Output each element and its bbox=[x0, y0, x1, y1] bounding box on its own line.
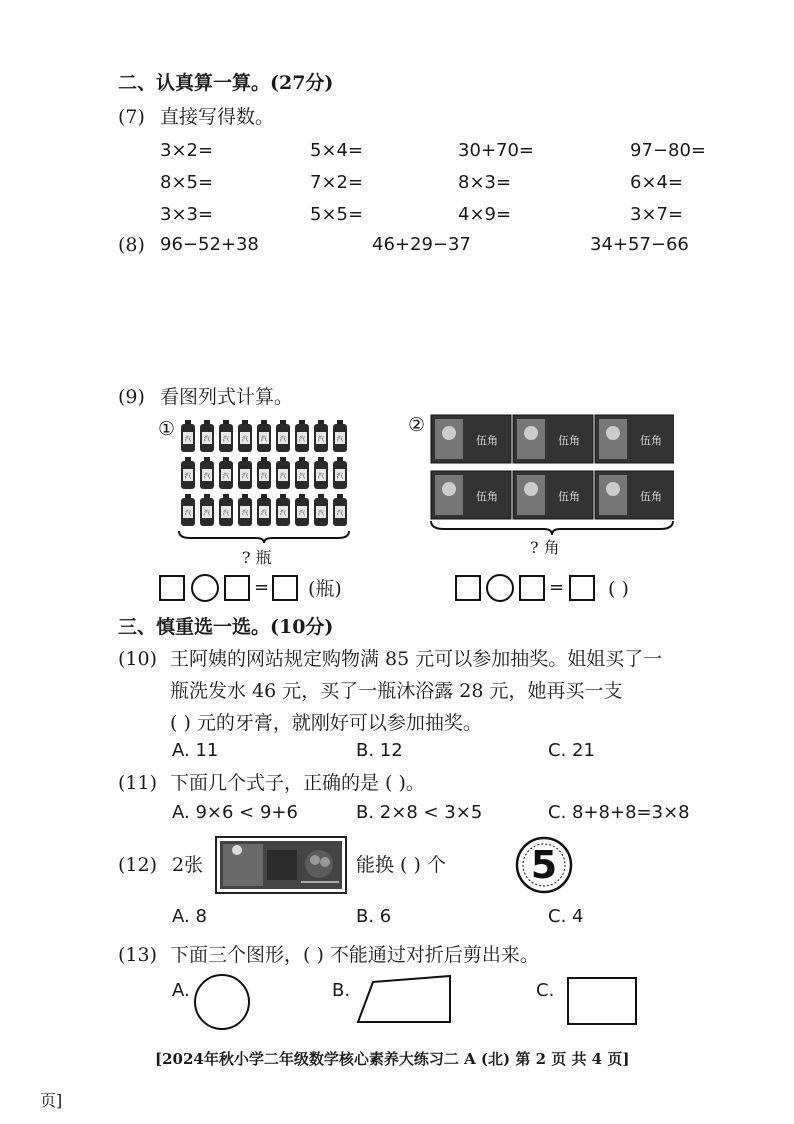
unit-blank: ( ) bbox=[608, 578, 629, 600]
bottle-icon bbox=[200, 457, 214, 489]
q11-option-b[interactable]: B. 2×8 < 3×5 bbox=[356, 802, 483, 823]
unit-bottles: (瓶) bbox=[308, 578, 342, 600]
banknotes-picture bbox=[430, 414, 674, 520]
q10-line-1: 王阿姨的网站规定购物满 85 元可以参加抽奖。姐姐买了一 bbox=[170, 648, 663, 670]
svg-text:汽: 汽 bbox=[317, 436, 325, 443]
svg-text:汽: 汽 bbox=[241, 510, 249, 517]
q13-option-a[interactable]: A. bbox=[172, 980, 190, 1001]
svg-text:汽: 汽 bbox=[222, 510, 230, 517]
answer-box[interactable] bbox=[455, 575, 481, 601]
bottle-icon bbox=[276, 494, 290, 526]
q10-line-2: 瓶洗发水 46 元，买了一瓶沐浴露 28 元，她再买一支 bbox=[170, 680, 623, 702]
trapezoid-shape bbox=[355, 974, 455, 1026]
q11-text: 下面几个式子，正确的是 ( )。 bbox=[170, 772, 425, 794]
q10-line-3: ( ) 元的牙膏，就刚好可以参加抽奖。 bbox=[170, 712, 482, 734]
q8-item-1: 96−52+38 bbox=[160, 234, 259, 255]
svg-text:汽: 汽 bbox=[203, 510, 211, 517]
q7-item: 8×5= bbox=[160, 172, 214, 193]
bottle-icon bbox=[257, 494, 271, 526]
answer-box[interactable] bbox=[519, 575, 545, 601]
q7-label: (7) bbox=[118, 106, 145, 128]
q10-option-c[interactable]: C. 21 bbox=[548, 740, 595, 761]
bottle-icon bbox=[238, 494, 252, 526]
bottle-icon bbox=[200, 494, 214, 526]
svg-text:汽: 汽 bbox=[260, 473, 268, 480]
q9-text: 看图列式计算。 bbox=[160, 386, 294, 408]
q12-prefix: 2张 bbox=[172, 854, 204, 876]
svg-text:汽: 汽 bbox=[317, 510, 325, 517]
bottle-icon bbox=[333, 420, 347, 452]
picture-2-marker: ② bbox=[408, 414, 426, 436]
bottle-icon bbox=[219, 494, 233, 526]
svg-text:汽: 汽 bbox=[184, 436, 192, 443]
banknote-icon bbox=[595, 471, 674, 519]
picture-2-caption: ? 角 bbox=[530, 538, 560, 557]
q7-item: 5×4= bbox=[310, 140, 364, 161]
bottle-icon bbox=[238, 420, 252, 452]
bottle-icon bbox=[181, 457, 195, 489]
banknote-icon bbox=[513, 415, 593, 463]
svg-text:汽: 汽 bbox=[298, 510, 306, 517]
bottle-icon bbox=[295, 420, 309, 452]
equals-sign: = bbox=[254, 577, 270, 598]
bottle-icon bbox=[333, 494, 347, 526]
svg-text:汽: 汽 bbox=[317, 473, 325, 480]
bottle-icon bbox=[200, 420, 214, 452]
banknote-icon bbox=[431, 471, 511, 519]
q13-option-b[interactable]: B. bbox=[332, 980, 351, 1001]
svg-text:汽: 汽 bbox=[336, 436, 344, 443]
svg-text:汽: 汽 bbox=[279, 473, 287, 480]
operator-circle[interactable] bbox=[191, 574, 219, 602]
bottle-icon bbox=[257, 457, 271, 489]
q7-item: 5×5= bbox=[310, 204, 364, 225]
svg-text:汽: 汽 bbox=[184, 473, 192, 480]
coin-icon bbox=[513, 836, 575, 894]
q13-text: 下面三个图形，( ) 不能通过对折后剪出来。 bbox=[170, 944, 539, 966]
bottle-icon bbox=[276, 457, 290, 489]
answer-box[interactable] bbox=[272, 575, 298, 601]
svg-text:汽: 汽 bbox=[241, 473, 249, 480]
q7-item: 3×7= bbox=[630, 204, 684, 225]
q11-option-c[interactable]: C. 8+8+8=3×8 bbox=[548, 802, 690, 823]
svg-text:汽: 汽 bbox=[336, 510, 344, 517]
page-corner-fragment: 页] bbox=[40, 1091, 63, 1110]
bottle-icon bbox=[238, 457, 252, 489]
svg-text:汽: 汽 bbox=[260, 510, 268, 517]
coin-value: 5 bbox=[530, 843, 558, 887]
svg-text:汽: 汽 bbox=[203, 436, 211, 443]
banknote-icon bbox=[431, 415, 511, 463]
bottle-icon bbox=[219, 457, 233, 489]
q7-item: 3×2= bbox=[160, 140, 214, 161]
bottle-icon bbox=[219, 420, 233, 452]
svg-text:伍角: 伍角 bbox=[558, 434, 580, 447]
page-footer: [2024年秋小学二年级数学核心素养大练习二 A (北) 第 2 页 共 4 页] bbox=[155, 1050, 630, 1068]
bottle-icon bbox=[276, 420, 290, 452]
q10-option-a[interactable]: A. 11 bbox=[172, 740, 219, 761]
q7-item: 8×3= bbox=[458, 172, 512, 193]
q12-label: (12) bbox=[118, 854, 158, 876]
q7-item: 97−80= bbox=[630, 140, 706, 161]
circle-shape bbox=[192, 972, 252, 1032]
svg-text:伍角: 伍角 bbox=[476, 434, 498, 447]
svg-text:伍角: 伍角 bbox=[558, 490, 580, 503]
svg-text:伍角: 伍角 bbox=[640, 490, 662, 503]
svg-text:汽: 汽 bbox=[298, 473, 306, 480]
q8-item-2: 46+29−37 bbox=[372, 234, 471, 255]
q12-option-c[interactable]: C. 4 bbox=[548, 906, 584, 927]
banknote-icon bbox=[595, 415, 674, 463]
q11-option-a[interactable]: A. 9×6 < 9+6 bbox=[172, 802, 298, 823]
operator-circle[interactable] bbox=[486, 574, 514, 602]
banknote-image bbox=[215, 836, 347, 894]
svg-text:汽: 汽 bbox=[184, 510, 192, 517]
bottle-icon bbox=[257, 420, 271, 452]
q7-item: 3×3= bbox=[160, 204, 214, 225]
brace-2 bbox=[428, 518, 676, 536]
svg-text:汽: 汽 bbox=[241, 436, 249, 443]
svg-text:汽: 汽 bbox=[298, 436, 306, 443]
q7-item: 30+70= bbox=[458, 140, 534, 161]
q13-option-c[interactable]: C. bbox=[536, 980, 555, 1001]
svg-text:伍角: 伍角 bbox=[640, 434, 662, 447]
bottle-icon bbox=[333, 457, 347, 489]
svg-text:汽: 汽 bbox=[203, 473, 211, 480]
q12-option-b[interactable]: B. 6 bbox=[356, 906, 392, 927]
q13-label: (13) bbox=[118, 944, 158, 966]
svg-text:汽: 汽 bbox=[222, 473, 230, 480]
section-3-title: 三、慎重选一选。(10分) bbox=[118, 616, 334, 638]
brace-1 bbox=[176, 528, 352, 544]
answer-box[interactable] bbox=[569, 575, 595, 601]
picture-1-marker: ① bbox=[158, 418, 176, 440]
rectangle-shape bbox=[566, 976, 638, 1026]
bottle-icon bbox=[181, 420, 195, 452]
svg-text:汽: 汽 bbox=[260, 436, 268, 443]
bottle-icon bbox=[314, 457, 328, 489]
q12-option-a[interactable]: A. 8 bbox=[172, 906, 207, 927]
q7-item: 6×4= bbox=[630, 172, 684, 193]
q7-item: 4×9= bbox=[458, 204, 512, 225]
svg-text:汽: 汽 bbox=[279, 510, 287, 517]
bottle-icon bbox=[314, 494, 328, 526]
bottle-icon bbox=[295, 494, 309, 526]
section-2-title: 二、认真算一算。(27分) bbox=[118, 72, 334, 94]
q9-label: (9) bbox=[118, 386, 145, 408]
banknote-icon bbox=[513, 471, 593, 519]
q10-label: (10) bbox=[118, 648, 158, 670]
q12-middle: 能换 ( ) 个 bbox=[356, 854, 446, 876]
equals-sign: = bbox=[549, 577, 565, 598]
bottle-icon bbox=[181, 494, 195, 526]
q7-item: 7×2= bbox=[310, 172, 364, 193]
q8-label: (8) bbox=[118, 234, 145, 256]
q10-option-b[interactable]: B. 12 bbox=[356, 740, 403, 761]
svg-text:汽: 汽 bbox=[279, 436, 287, 443]
bottle-icon bbox=[314, 420, 328, 452]
bottle-icon bbox=[295, 457, 309, 489]
answer-box[interactable] bbox=[159, 575, 185, 601]
picture-1-caption: ? 瓶 bbox=[242, 548, 272, 567]
q8-item-3: 34+57−66 bbox=[590, 234, 689, 255]
svg-text:汽: 汽 bbox=[336, 473, 344, 480]
q11-label: (11) bbox=[118, 772, 158, 794]
bottles-picture bbox=[178, 418, 350, 530]
svg-text:汽: 汽 bbox=[222, 436, 230, 443]
q7-text: 直接写得数。 bbox=[160, 106, 275, 128]
svg-text:伍角: 伍角 bbox=[476, 490, 498, 503]
answer-box[interactable] bbox=[224, 575, 250, 601]
